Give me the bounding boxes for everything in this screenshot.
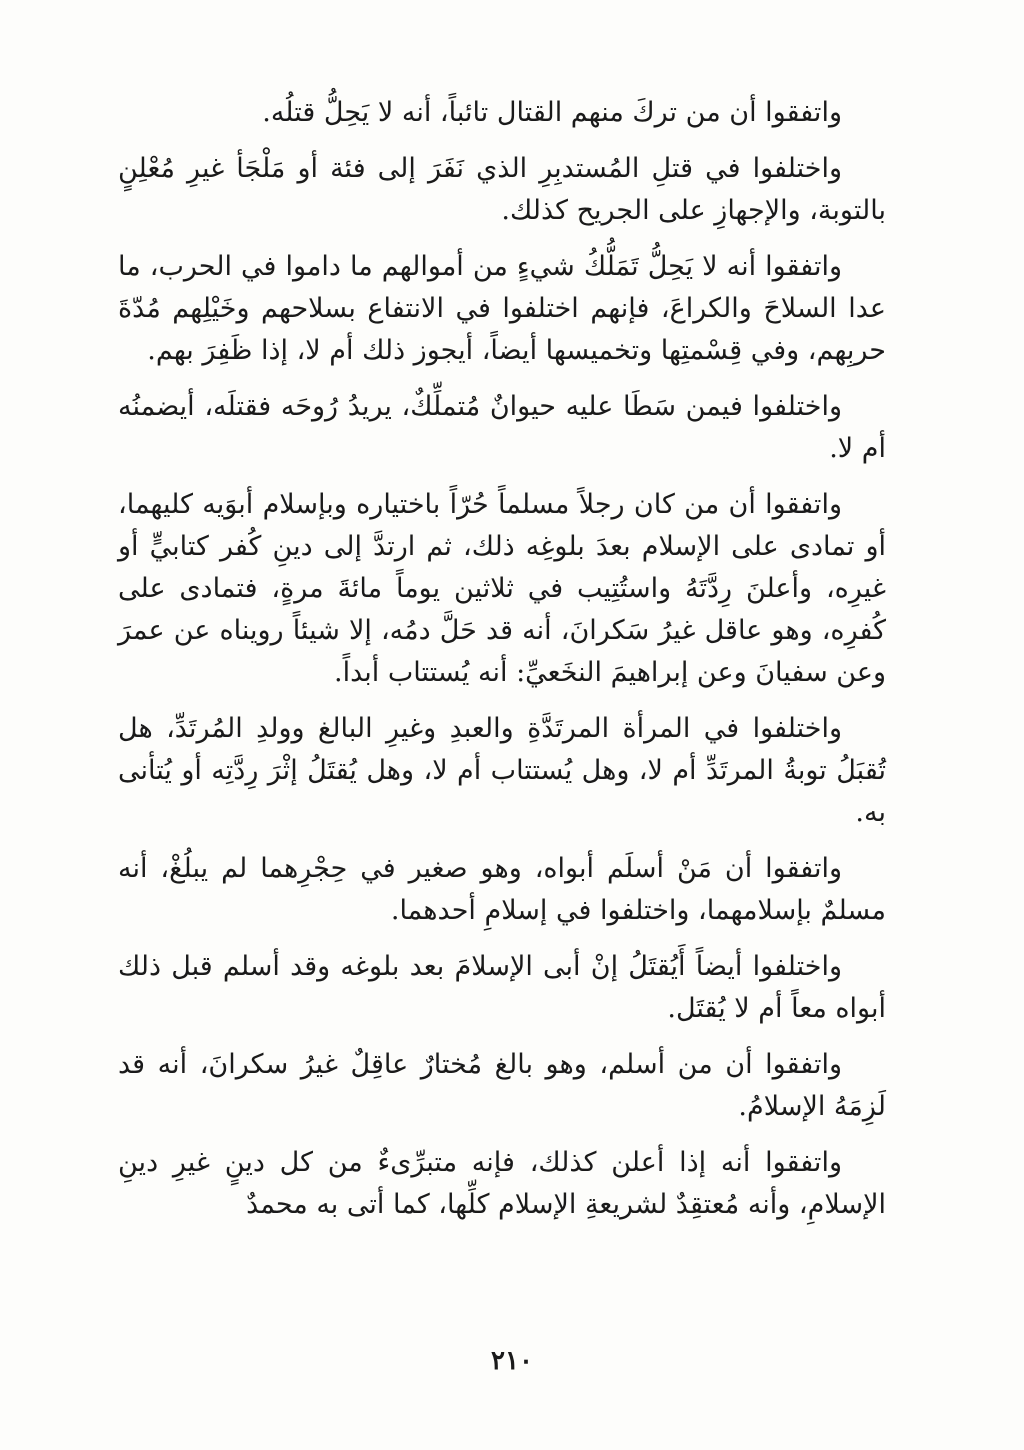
paragraph: واتفقوا أن من أسلم، وهو بالغ مُختارٌ عاقِلٌ غيرُ سكرانَ، أنه قد لَزِمَهُ الإسلامُ.	[118, 1049, 886, 1122]
paragraph: واختلفوا في المرأة المرتَدَّةِ والعبدِ وغيرِ البالغ وولدِ المُرتَدِّ، هل تُقبَلُ توبةُ المرتَدِّ أم لا، وهل يُستتاب أم لا، وهل يُقتَلُ إثْرَ رِدَّتِه أو يُتأنى به.	[118, 713, 886, 828]
paragraph: واتفقوا أن مَنْ أسلَم أبواه، وهو صغير في حِجْرِهما لم يبلُغْ، أنه مسلمٌ بإسلامهما، واختلفوا في إسلامِ أحدهما.	[118, 853, 886, 926]
paragraph: واتفقوا أن من تركَ منهم القتال تائباً، أنه لا يَحِلُّ قتلُه.	[262, 97, 842, 128]
page-number: ٢١٠	[491, 1346, 533, 1376]
paragraph: واتفقوا أنه إذا أعلن كذلك، فإنه متبرِّىءٌ من كل دينٍ غيرِ دينِ الإسلامِ، وأنه مُعتقِدٌ لشريعةِ الإسلام كلِّها، كما أتى به محمدٌ	[118, 1147, 886, 1220]
page-text	[118, 92, 886, 1240]
paragraph: واختلفوا أيضاً أَيُقتَلُ إنْ أبى الإسلامَ بعد بلوغه وقد أسلم قبل ذلك أبواه معاً أم لا يُقتَل.	[118, 951, 886, 1024]
paragraph: واختلفوا في قتلِ المُستدبِرِ الذي نَفَرَ إلى فئة أو مَلْجَأ غيرِ مُعْلِنٍ بالتوبة، والإجهازِ على الجريح كذلك.	[118, 153, 886, 226]
paragraph: واتفقوا أن من كان رجلاً مسلماً حُرّاً باختياره وبإسلام أبوَيه كليهما، أو تمادى على الإسلام بعدَ بلوغِه ذلك، ثم ارتدَّ إلى دينِ كُفر كتابيٍّ أو غيرِه، وأعلنَ رِدَّتَهُ واستُتِيب في ثلاثين يوماً مائةَ مرةٍ، فتمادى على كُفرِه، وهو عاقل غيرُ سَكرانَ، أنه قد حَلَّ دمُه، إلا شيئاً رويناه عن عمرَ وعن سفيانَ وعن إبراهيمَ النخَعيِّ: أنه يُستتاب أبداً.	[118, 489, 886, 688]
paragraph: واختلفوا فيمن سَطَا عليه حيوانٌ مُتملِّكٌ، يريدُ رُوحَه فقتلَه، أيضمنُه أم لا.	[118, 391, 886, 464]
paragraph: واتفقوا أنه لا يَحِلُّ تَمَلُّكُ شيءٍ من أموالهم ما داموا في الحرب، ما عدا السلاحَ والكراعَ، فإنهم اختلفوا في الانتفاع بسلاحهم وخَيْلِهم مُدّةَ حربِهم، وفي قِسْمتِها وتخميسها أيضاً، أيجوز ذلك أم لا، إذا ظَفِرَ بهم.	[118, 251, 886, 366]
